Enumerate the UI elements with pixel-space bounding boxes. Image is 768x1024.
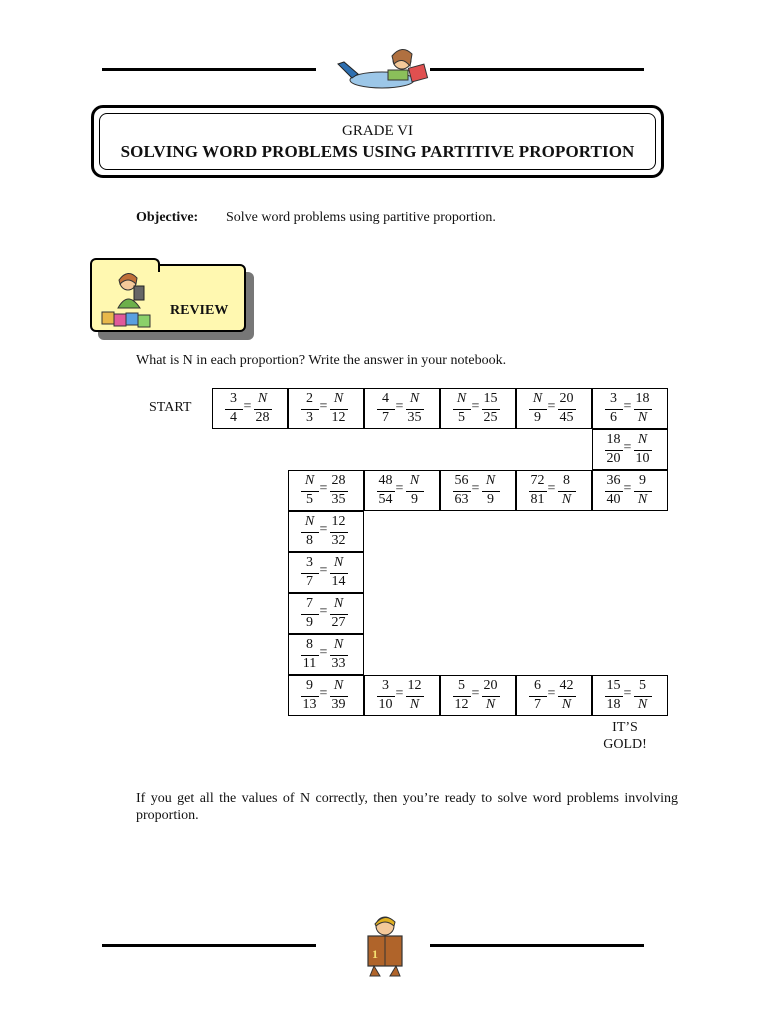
- review-label: REVIEW: [170, 303, 229, 318]
- objective-text: Solve word problems using partitive proportion.: [226, 210, 496, 225]
- equals-sign: =: [395, 398, 404, 414]
- equals-sign: =: [319, 685, 328, 701]
- fraction-denominator: 10: [378, 696, 393, 712]
- proportion-cell: [364, 675, 440, 716]
- proportion-cell: [212, 388, 288, 429]
- fraction-denominator: 39: [331, 696, 346, 712]
- proportion-cell: [516, 675, 592, 716]
- equals-sign: =: [243, 398, 252, 414]
- fraction-numerator: 9: [306, 677, 313, 693]
- fraction-denominator: 40: [606, 491, 621, 507]
- fraction-numerator: 5: [639, 677, 646, 693]
- proportion-cell: [288, 552, 364, 593]
- fraction-denominator: 8: [306, 532, 313, 548]
- gold-label: [598, 719, 652, 753]
- proportion-cell: [364, 388, 440, 429]
- fraction-numerator: N: [456, 390, 467, 406]
- fraction-denominator: 20: [606, 450, 621, 466]
- fraction-denominator: 6: [610, 409, 617, 425]
- review-box: [90, 264, 246, 332]
- equals-sign: =: [319, 521, 328, 537]
- fraction-numerator: 9: [639, 472, 646, 488]
- fraction-numerator: 4: [382, 390, 389, 406]
- fraction-denominator: 7: [306, 573, 313, 589]
- proportion-cell: [516, 388, 592, 429]
- top-rule-right: [430, 68, 644, 71]
- fraction-denominator: N: [637, 491, 648, 507]
- equals-sign: =: [395, 685, 404, 701]
- fraction-denominator: 9: [487, 491, 494, 507]
- bottom-rule-right: [430, 944, 644, 947]
- fraction-denominator: N: [561, 491, 572, 507]
- title-inner-frame: [99, 113, 656, 170]
- proportion-cell: [288, 511, 364, 552]
- fraction-numerator: 6: [534, 677, 541, 693]
- proportion-cell: [288, 675, 364, 716]
- fraction-denominator: 18: [606, 696, 621, 712]
- page-number: 1: [372, 947, 378, 961]
- fraction-denominator: 3: [306, 409, 313, 425]
- equals-sign: =: [547, 398, 556, 414]
- equals-sign: =: [319, 644, 328, 660]
- fraction-numerator: 3: [610, 390, 617, 406]
- fraction-numerator: 3: [230, 390, 237, 406]
- fraction-denominator: 32: [331, 532, 346, 548]
- title-box: [91, 105, 664, 178]
- proportion-cell: [592, 470, 668, 511]
- fraction-denominator: 4: [230, 409, 237, 425]
- start-label: START: [149, 400, 192, 415]
- grade-label: GRADE VI: [342, 123, 413, 139]
- fraction-denominator: 54: [378, 491, 393, 507]
- fraction-denominator: 35: [331, 491, 346, 507]
- gold-label-line-1: IT’S: [612, 720, 638, 735]
- fraction-denominator: N: [637, 409, 648, 425]
- fraction-denominator: 5: [458, 409, 465, 425]
- equals-sign: =: [471, 685, 480, 701]
- objective-label: Objective:: [136, 210, 199, 225]
- fraction-denominator: 14: [331, 573, 346, 589]
- fraction-numerator: 5: [458, 677, 465, 693]
- equals-sign: =: [319, 398, 328, 414]
- fraction-denominator: 45: [559, 409, 574, 425]
- proportion-cell: [288, 593, 364, 634]
- fraction-numerator: 15: [483, 390, 498, 406]
- equals-sign: =: [623, 398, 632, 414]
- objective-line: [136, 210, 496, 226]
- fraction-denominator: 81: [530, 491, 545, 507]
- reading-child-icon: [98, 268, 158, 330]
- proportion-cell: [592, 388, 668, 429]
- fraction-denominator: 12: [331, 409, 346, 425]
- proportion-cell: [440, 470, 516, 511]
- fraction-denominator: 35: [407, 409, 422, 425]
- equals-sign: =: [319, 562, 328, 578]
- fraction-denominator: 5: [306, 491, 313, 507]
- fraction-numerator: 18: [606, 431, 621, 447]
- fraction-denominator: 13: [302, 696, 317, 712]
- equals-sign: =: [471, 480, 480, 496]
- equals-sign: =: [623, 685, 632, 701]
- fraction-numerator: N: [333, 554, 344, 570]
- fraction-numerator: N: [409, 472, 420, 488]
- fraction-numerator: 12: [331, 513, 346, 529]
- fraction-denominator: N: [561, 696, 572, 712]
- proportion-cell: [288, 470, 364, 511]
- fraction-denominator: 9: [411, 491, 418, 507]
- fraction-denominator: 9: [534, 409, 541, 425]
- proportion-cell: [516, 470, 592, 511]
- fraction-numerator: N: [304, 513, 315, 529]
- equals-sign: =: [471, 398, 480, 414]
- fraction-denominator: N: [409, 696, 420, 712]
- fraction-numerator: N: [333, 636, 344, 652]
- fraction-denominator: 33: [331, 655, 346, 671]
- fraction-numerator: 8: [563, 472, 570, 488]
- fraction-numerator: 3: [306, 554, 313, 570]
- fraction-denominator: 28: [255, 409, 270, 425]
- fraction-numerator: 28: [331, 472, 346, 488]
- fraction-numerator: N: [333, 595, 344, 611]
- fraction-numerator: 3: [382, 677, 389, 693]
- fraction-numerator: 7: [306, 595, 313, 611]
- fraction-numerator: N: [485, 472, 496, 488]
- fraction-numerator: 8: [306, 636, 313, 652]
- equals-sign: =: [319, 480, 328, 496]
- equals-sign: =: [623, 439, 632, 455]
- fraction-numerator: N: [333, 677, 344, 693]
- gold-label-line-2: GOLD!: [603, 737, 647, 752]
- instruction-text: What is N in each proportion? Write the answer in your notebook.: [136, 353, 507, 368]
- reading-girl-illustration: [332, 42, 432, 94]
- fraction-denominator: N: [485, 696, 496, 712]
- fraction-denominator: 11: [302, 655, 317, 671]
- proportion-cell: [288, 634, 364, 675]
- fraction-numerator: 56: [454, 472, 469, 488]
- fraction-denominator: 12: [454, 696, 469, 712]
- proportion-cell: [440, 675, 516, 716]
- proportion-cell: [592, 675, 668, 716]
- fraction-numerator: 20: [483, 677, 498, 693]
- fraction-numerator: N: [333, 390, 344, 406]
- proportion-cell: [440, 388, 516, 429]
- fraction-numerator: 2: [306, 390, 313, 406]
- fraction-numerator: 36: [606, 472, 621, 488]
- fraction-denominator: N: [637, 696, 648, 712]
- fraction-numerator: N: [532, 390, 543, 406]
- equals-sign: =: [547, 480, 556, 496]
- fraction-numerator: 48: [378, 472, 393, 488]
- closing-paragraph: If you get all the values of N correctly, then you’re ready to solve word problems involving proportion.: [136, 791, 678, 823]
- fraction-denominator: 7: [382, 409, 389, 425]
- fraction-denominator: 10: [635, 450, 650, 466]
- top-rule-left: [102, 68, 316, 71]
- fraction-denominator: 27: [331, 614, 346, 630]
- fraction-numerator: 20: [559, 390, 574, 406]
- fraction-denominator: 25: [483, 409, 498, 425]
- equals-sign: =: [319, 603, 328, 619]
- equals-sign: =: [395, 480, 404, 496]
- page-title: SOLVING WORD PROBLEMS USING PARTITIVE PROPORTION: [120, 142, 635, 161]
- fraction-numerator: N: [304, 472, 315, 488]
- fraction-numerator: N: [257, 390, 268, 406]
- bottom-rule-left: [102, 944, 316, 947]
- fraction-numerator: 72: [530, 472, 545, 488]
- equals-sign: =: [623, 480, 632, 496]
- fraction-denominator: 9: [306, 614, 313, 630]
- fraction-numerator: 12: [407, 677, 422, 693]
- proportion-cell: [592, 429, 668, 470]
- fraction-numerator: 42: [559, 677, 574, 693]
- fraction-numerator: 15: [606, 677, 621, 693]
- fraction-numerator: 18: [635, 390, 650, 406]
- fraction-numerator: N: [409, 390, 420, 406]
- fraction-denominator: 7: [534, 696, 541, 712]
- fraction-denominator: 63: [454, 491, 469, 507]
- reading-boy-illustration: [360, 912, 410, 978]
- fraction-numerator: N: [637, 431, 648, 447]
- equals-sign: =: [547, 685, 556, 701]
- proportion-cell: [364, 470, 440, 511]
- proportion-cell: [288, 388, 364, 429]
